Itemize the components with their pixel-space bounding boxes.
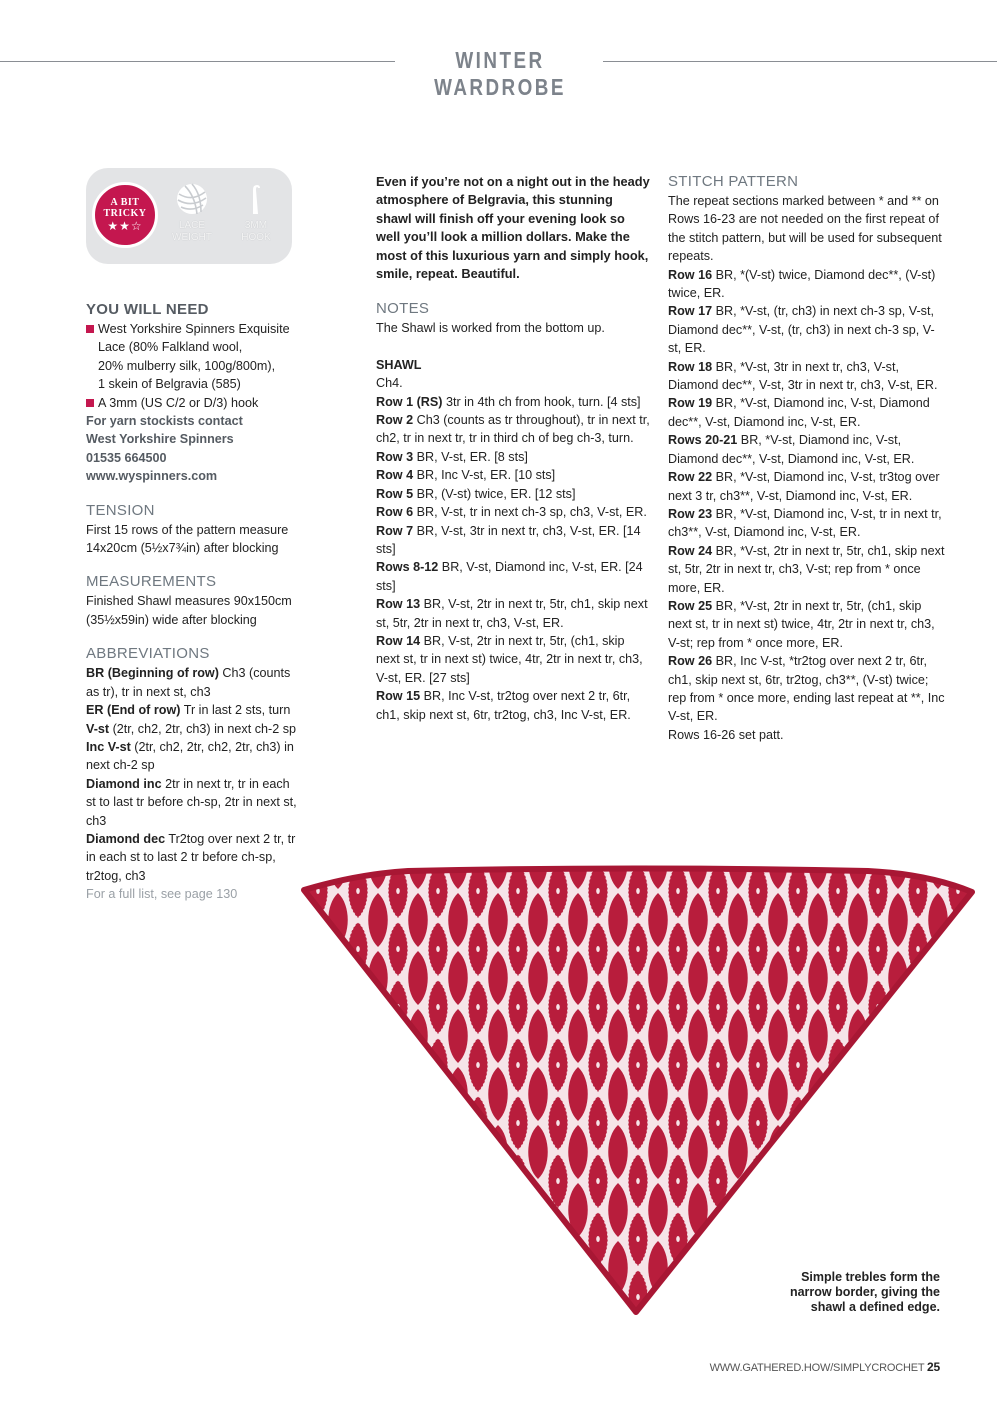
row-text: BR, *(V-st) twice, Diamond dec**, (V-st) twice, ER. — [668, 267, 936, 301]
abbreviation-term: Inc V-st — [86, 739, 131, 754]
middle-column — [376, 173, 651, 724]
abbreviation-def: Tr in last 2 sts, turn — [180, 703, 291, 718]
caption-line: Simple trebles form the — [801, 1270, 940, 1284]
row-label: Row 24 — [668, 543, 713, 558]
measurements-heading: MEASUREMENTS — [86, 573, 217, 591]
row-text: BR, Inc V-st, *tr2tog over next 2 tr, 6tr, ch1, skip next st, 6tr, tr2tog, ch3**, (V-st) twice; rep from * once more, ending last repeat at **, Inc V-st, ER. — [668, 654, 945, 724]
stockists-line: For yarn stockists contact — [86, 414, 243, 429]
full-list-reference: For a full list, see page 130 — [86, 887, 238, 902]
difficulty-line-2: TRICKY — [103, 208, 147, 219]
abbreviation-item — [86, 664, 301, 701]
pattern-row — [668, 468, 946, 505]
row-text: BR, V-st, 3tr in next tr, ch3, V-st, ER. [14 sts] — [376, 523, 641, 556]
tension-line: 14x20cm (5½x7¾in) after blocking — [86, 541, 279, 556]
row-label: Row 4 — [376, 468, 414, 483]
abbreviation-item — [86, 830, 301, 885]
pattern-row — [376, 393, 651, 411]
row-text: 3tr in 4th ch from hook, turn. [4 sts] — [442, 394, 641, 409]
intro-line: atmosphere of Belgravia, this stunning — [376, 192, 613, 208]
row-label: Row 19 — [668, 396, 713, 411]
stockists-phone: 01535 664500 — [86, 450, 167, 465]
difficulty-stars: ★★☆ — [107, 219, 143, 233]
row-label: Row 18 — [668, 359, 713, 374]
row-text: BR, *V-st, Diamond inc, V-st, Diamond dec**, V-st, Diamond inc, V-st, ER. — [668, 396, 930, 429]
row-label: Row 13 — [376, 597, 421, 612]
caption-line: narrow border, giving the — [789, 1285, 940, 1299]
row-label: Row 14 — [376, 633, 421, 648]
row-text: BR, *V-st, Diamond inc, V-st, Diamond dec**, V-st, Diamond inc, V-st, ER. — [668, 433, 915, 466]
pattern-row — [376, 411, 651, 448]
row-text: BR, V-st, Diamond inc, V-st, ER. [24 sts] — [376, 560, 643, 593]
row-label: Row 15 — [376, 689, 421, 704]
tension-line: First 15 rows of the pattern measure — [86, 522, 289, 537]
hook-size-line-2: HOOK — [241, 232, 271, 243]
row-label: Row 25 — [668, 598, 713, 613]
pattern-row — [376, 503, 651, 521]
yarn-weight-line-1: LACE — [178, 220, 206, 231]
caption-line: shawl a defined edge. — [810, 1300, 940, 1314]
measurements-line: (35½x59in) wide after blocking — [86, 612, 257, 627]
row-text: BR, (V-st) twice, ER. [12 sts] — [413, 486, 576, 501]
row-text: BR, *V-st, (tr, ch3) in next ch-3 sp, V-st, Diamond dec**, V-st, (tr, ch3) in next ch-3 sp, V-st, ER. — [668, 304, 935, 356]
yarn-weight-line-2: WEIGHT — [172, 232, 212, 243]
row-label: Row 7 — [376, 523, 414, 538]
row-label: Row 3 — [376, 449, 414, 464]
pattern-row — [668, 266, 946, 303]
row-label: Row 26 — [668, 654, 713, 669]
intro-line: most of this luxurious yarn and simply hook, — [376, 247, 649, 263]
notes-heading: NOTES — [376, 300, 430, 318]
row-label: Rows 20-21 — [668, 433, 738, 448]
pattern-row — [376, 448, 651, 466]
row-text: BR, *V-st, 2tr in next tr, 5tr, ch1, skip next st, 5tr, 2tr in next tr, ch3, V-st; rep from * once more, ER. — [668, 543, 945, 595]
row-label: Row 2 — [376, 413, 414, 428]
row-label: Row 22 — [668, 470, 713, 485]
abbreviation-def: (2tr, ch2, 2tr, ch2, 2tr, ch3) in next ch-2 sp — [86, 739, 294, 773]
stockists-line: West Yorkshire Spinners — [86, 432, 234, 447]
abbreviation-item — [86, 775, 301, 830]
materials-yarn-line: Lace (80% Falkland wool, — [98, 340, 243, 355]
intro-line: well you’ll look a million dollars. Make the — [376, 229, 630, 245]
pattern-row — [376, 632, 651, 687]
difficulty-line-1: A BIT — [110, 197, 140, 208]
row-label: Row 16 — [668, 267, 713, 282]
row-label: Rows 8-12 — [376, 560, 439, 575]
row-text: BR, Inc V-st, tr2tog over next 2 tr, 6tr, ch1, skip next st, 6tr, tr2tog, ch3, Inc V-st, ER. — [376, 689, 631, 722]
header-rule-left — [0, 61, 395, 62]
hook-size-badge — [230, 182, 282, 244]
row-text: BR, *V-st, Diamond inc, V-st, tr in next tr, ch3**, V-st, Diamond inc, V-st, ER. — [668, 506, 942, 540]
intro-line: smile, repeat. Beautiful. — [376, 266, 520, 282]
row-label: Row 6 — [376, 505, 414, 520]
stitch-pattern-heading: STITCH PATTERN — [668, 173, 799, 190]
materials-hook: A 3mm (US C/2 or D/3) hook — [86, 394, 301, 412]
shawl-heading: SHAWL — [376, 357, 422, 372]
footer-url: WWW.GATHERED.HOW/SIMPLYCROCHET — [709, 1362, 925, 1374]
notes-text: The Shawl is worked from the bottom up. — [376, 321, 605, 336]
intro-line: shawl will finish off your evening look so — [376, 210, 625, 226]
abbreviation-item — [86, 738, 301, 775]
left-column — [86, 301, 301, 904]
abbreviation-term: Diamond inc — [86, 776, 162, 791]
header-rule-right — [603, 61, 997, 62]
shawl-photo — [298, 862, 978, 1317]
pattern-row — [668, 358, 946, 395]
hook-size-line-1: 3MM — [244, 220, 268, 231]
pattern-row — [376, 595, 651, 632]
crochet-hook-icon — [239, 182, 273, 216]
row-text: BR, V-st, 2tr in next tr, 5tr, ch1, skip next st, 5tr, 2tr in next tr, ch3, V-st, ER. — [376, 597, 648, 630]
abbreviation-def: 2tr in next tr, tr in each st to last tr before ch-sp, 2tr in next st, ch3 — [86, 776, 297, 828]
row-label: Row 17 — [668, 304, 713, 319]
row-label: Row 1 (RS) — [376, 394, 443, 409]
photo-caption — [760, 1270, 940, 1315]
row-text: BR, V-st, 2tr in next tr, 5tr, (ch1, skip next st, tr in next st) twice, 4tr, 2tr in next tr, ch3, V-st, ER. [27 sts] — [376, 633, 643, 685]
pattern-row — [376, 558, 651, 595]
row-text: Ch3 (counts as tr throughout), tr in next tr, ch2, tr in next tr, tr in third ch of beg ch-3, turn. — [376, 413, 650, 446]
row-label: Row 23 — [668, 506, 713, 521]
row-text: BR, *V-st, 2tr in next tr, 5tr, (ch1, skip next st, tr in next st) twice, 4tr, 2tr in next tr, ch3, V-st; rep from * once more, ER. — [668, 598, 935, 650]
right-column — [668, 173, 946, 744]
you-will-need-heading: YOU WILL NEED — [86, 301, 209, 318]
pattern-info-badges — [86, 168, 292, 264]
page-footer — [600, 1360, 940, 1374]
abbreviations-heading: ABBREVIATIONS — [86, 645, 210, 663]
abbreviation-term: BR (Beginning of row) — [86, 666, 219, 681]
pattern-row — [376, 485, 651, 503]
page-number: 25 — [927, 1360, 940, 1374]
abbreviation-def: Ch3 (counts as tr), tr in next st, ch3 — [86, 666, 291, 699]
measurements-line: Finished Shawl measures 90x150cm — [86, 594, 292, 609]
yarn-weight-badge — [166, 182, 218, 244]
abbreviation-term: Diamond dec — [86, 831, 166, 846]
pattern-row — [668, 394, 946, 431]
difficulty-badge — [92, 182, 158, 248]
tension-heading: TENSION — [86, 501, 155, 519]
section-title: WINTER WARDROBE — [434, 47, 566, 100]
shawl-start: Ch4. — [376, 376, 403, 391]
pattern-row — [376, 466, 651, 484]
abbreviation-def: Tr2tog over next 2 tr, tr in each st to last 2 tr before ch-sp, tr2tog, ch3 — [86, 831, 296, 883]
row-text: BR, *V-st, Diamond inc, V-st, tr3tog over next 3 tr, ch3**, V-st, Diamond inc, V-st, ER. — [668, 470, 940, 503]
pattern-row — [376, 687, 651, 724]
pattern-row — [668, 431, 946, 468]
materials-yarn-line: 20% mulberry silk, 100g/800m), — [98, 358, 276, 373]
pattern-row — [376, 522, 651, 559]
abbreviation-item — [86, 720, 301, 738]
pattern-row — [668, 505, 946, 542]
abbreviation-def: (2tr, ch2, 2tr, ch3) in next ch-2 sp — [109, 721, 297, 736]
stockists-website: www.wyspinners.com — [86, 469, 218, 484]
materials-yarn-line: West Yorkshire Spinners Exquisite — [98, 322, 290, 336]
abbreviation-item — [86, 701, 301, 719]
yarn-ball-icon — [175, 182, 209, 216]
pattern-row — [668, 302, 946, 357]
materials-yarn-line: 1 skein of Belgravia (585) — [98, 377, 241, 392]
stitch-pattern-closing: Rows 16-26 set patt. — [668, 727, 784, 742]
row-label: Row 5 — [376, 486, 414, 501]
pattern-row — [668, 597, 946, 652]
row-text: BR, V-st, tr in next ch-3 sp, ch3, V-st, ER. — [413, 505, 647, 520]
pattern-row — [668, 652, 946, 726]
row-text: BR, V-st, ER. [8 sts] — [413, 449, 528, 464]
stitch-pattern-intro: The repeat sections marked between * and ** on Rows 16-23 are not needed on the first repeat of the stitch pattern, but will be used for subsequent repeats. — [668, 194, 942, 264]
abbreviation-term: ER (End of row) — [86, 703, 181, 718]
pattern-row — [668, 542, 946, 597]
abbreviation-term: V-st — [86, 721, 110, 736]
row-text: BR, Inc V-st, ER. [10 sts] — [413, 468, 556, 483]
row-text: BR, *V-st, 3tr in next tr, ch3, V-st, Diamond dec**, V-st, 3tr in next tr, ch3, V-st, ER. — [668, 359, 938, 393]
intro-line: Even if you’re not on a night out in the heady — [376, 174, 650, 189]
materials-yarn — [86, 320, 301, 338]
